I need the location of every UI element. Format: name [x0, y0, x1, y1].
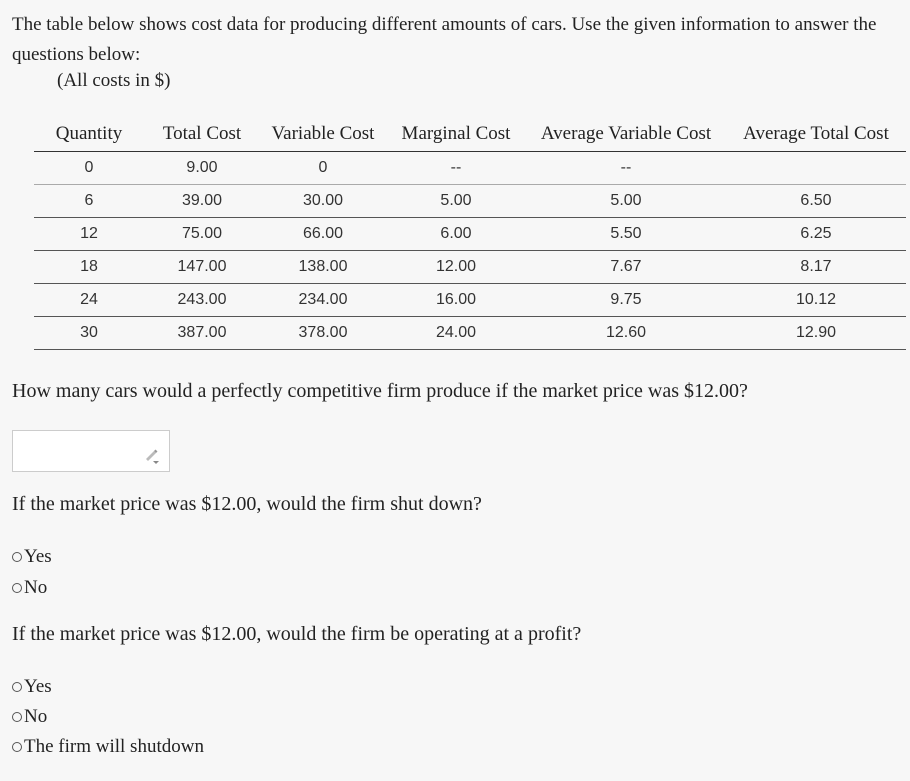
radio-icon[interactable] [12, 583, 22, 593]
table-cell: 147.00 [144, 251, 260, 284]
question-1: How many cars would a perfectly competitive firm produce if the market price was $12.00? [12, 380, 748, 402]
answer-input[interactable] [12, 430, 170, 472]
table-cell: 0 [34, 152, 144, 185]
table-cell: 387.00 [144, 317, 260, 350]
header-marginal-cost: Marginal Cost [386, 117, 526, 152]
table-cell: 30.00 [260, 185, 386, 218]
table-cell: 9.00 [144, 152, 260, 185]
intro-text: The table below shows cost data for producing different amounts of cars. Use the given information to answer the questions below: [12, 14, 877, 65]
table-cell: 10.12 [726, 284, 906, 317]
q2-option-no[interactable] [12, 577, 47, 599]
table-cell: 5.00 [386, 185, 526, 218]
table-cell: 24 [34, 284, 144, 317]
option-label: No [24, 577, 48, 598]
header-total-cost: Total Cost [144, 117, 260, 152]
q3-option-no[interactable] [12, 706, 47, 728]
table-cell: 18 [34, 251, 144, 284]
table-cell: 5.50 [526, 218, 726, 251]
table-row [34, 152, 906, 185]
table-cell: 6.00 [386, 218, 526, 251]
table-cell: 8.17 [726, 251, 906, 284]
table-cell: 378.00 [260, 317, 386, 350]
table-cell: 138.00 [260, 251, 386, 284]
q3-option-yes[interactable] [12, 676, 52, 698]
table-cell: 12.60 [526, 317, 726, 350]
question-2: If the market price was $12.00, would the firm shut down? [12, 493, 482, 515]
pencil-icon [143, 446, 161, 464]
table-cell: -- [526, 152, 726, 185]
table-cell: 0 [260, 152, 386, 185]
header-average-variable-cost: Average Variable Cost [526, 117, 726, 152]
table-cell: 7.67 [526, 251, 726, 284]
table-row [34, 185, 906, 218]
table-row [34, 251, 906, 284]
q3-option-shutdown[interactable] [12, 736, 204, 758]
table-cell: 6.50 [726, 185, 906, 218]
cost-table [34, 117, 906, 350]
table-cell: 66.00 [260, 218, 386, 251]
table-cell: -- [386, 152, 526, 185]
table-cell: 234.00 [260, 284, 386, 317]
table-cell: 9.75 [526, 284, 726, 317]
q2-option-yes[interactable] [12, 546, 52, 568]
question-3: If the market price was $12.00, would the firm be operating at a profit? [12, 623, 582, 645]
table-cell: 12.00 [386, 251, 526, 284]
table-cell: 24.00 [386, 317, 526, 350]
table-cell: 16.00 [386, 284, 526, 317]
radio-icon[interactable] [12, 712, 22, 722]
table-cell: 75.00 [144, 218, 260, 251]
table-row [34, 317, 906, 350]
table-row [34, 218, 906, 251]
table-cell [726, 152, 906, 185]
header-variable-cost: Variable Cost [260, 117, 386, 152]
table-cell: 30 [34, 317, 144, 350]
table-cell: 12 [34, 218, 144, 251]
table-cell: 6 [34, 185, 144, 218]
table-body [34, 152, 906, 350]
units-note: (All costs in $) [57, 70, 171, 91]
table-row [34, 284, 906, 317]
option-label: The firm will shutdown [24, 736, 204, 757]
radio-icon[interactable] [12, 742, 22, 752]
table-cell: 12.90 [726, 317, 906, 350]
header-average-total-cost: Average Total Cost [726, 117, 906, 152]
table-cell: 6.25 [726, 218, 906, 251]
option-label: Yes [24, 676, 52, 697]
option-label: Yes [24, 546, 52, 567]
option-label: No [24, 706, 48, 727]
table-cell: 5.00 [526, 185, 726, 218]
radio-icon[interactable] [12, 552, 22, 562]
radio-icon[interactable] [12, 682, 22, 692]
table-header-row [34, 117, 906, 152]
table-cell: 39.00 [144, 185, 260, 218]
table-cell: 243.00 [144, 284, 260, 317]
header-quantity: Quantity [34, 117, 144, 152]
